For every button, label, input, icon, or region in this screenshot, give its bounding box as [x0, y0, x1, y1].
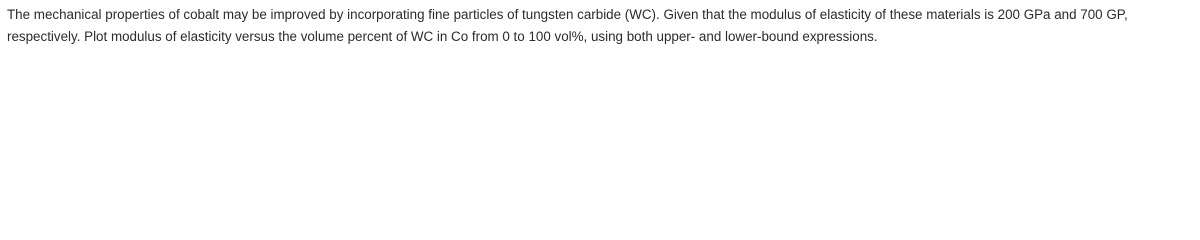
problem-panel [0, 0, 1200, 60]
problem-statement: The mechanical properties of cobalt may be improved by incorporating fine particles of tungsten carbide (WC). Given that the modulus of elasticity of these materials is 200 GPa and 700 GP, respectively. Plot modulus of elasticity versus the volume percent of WC in Co from 0 to 100 vol%, using both upper- and lower-bound expressions. [7, 7, 1128, 44]
